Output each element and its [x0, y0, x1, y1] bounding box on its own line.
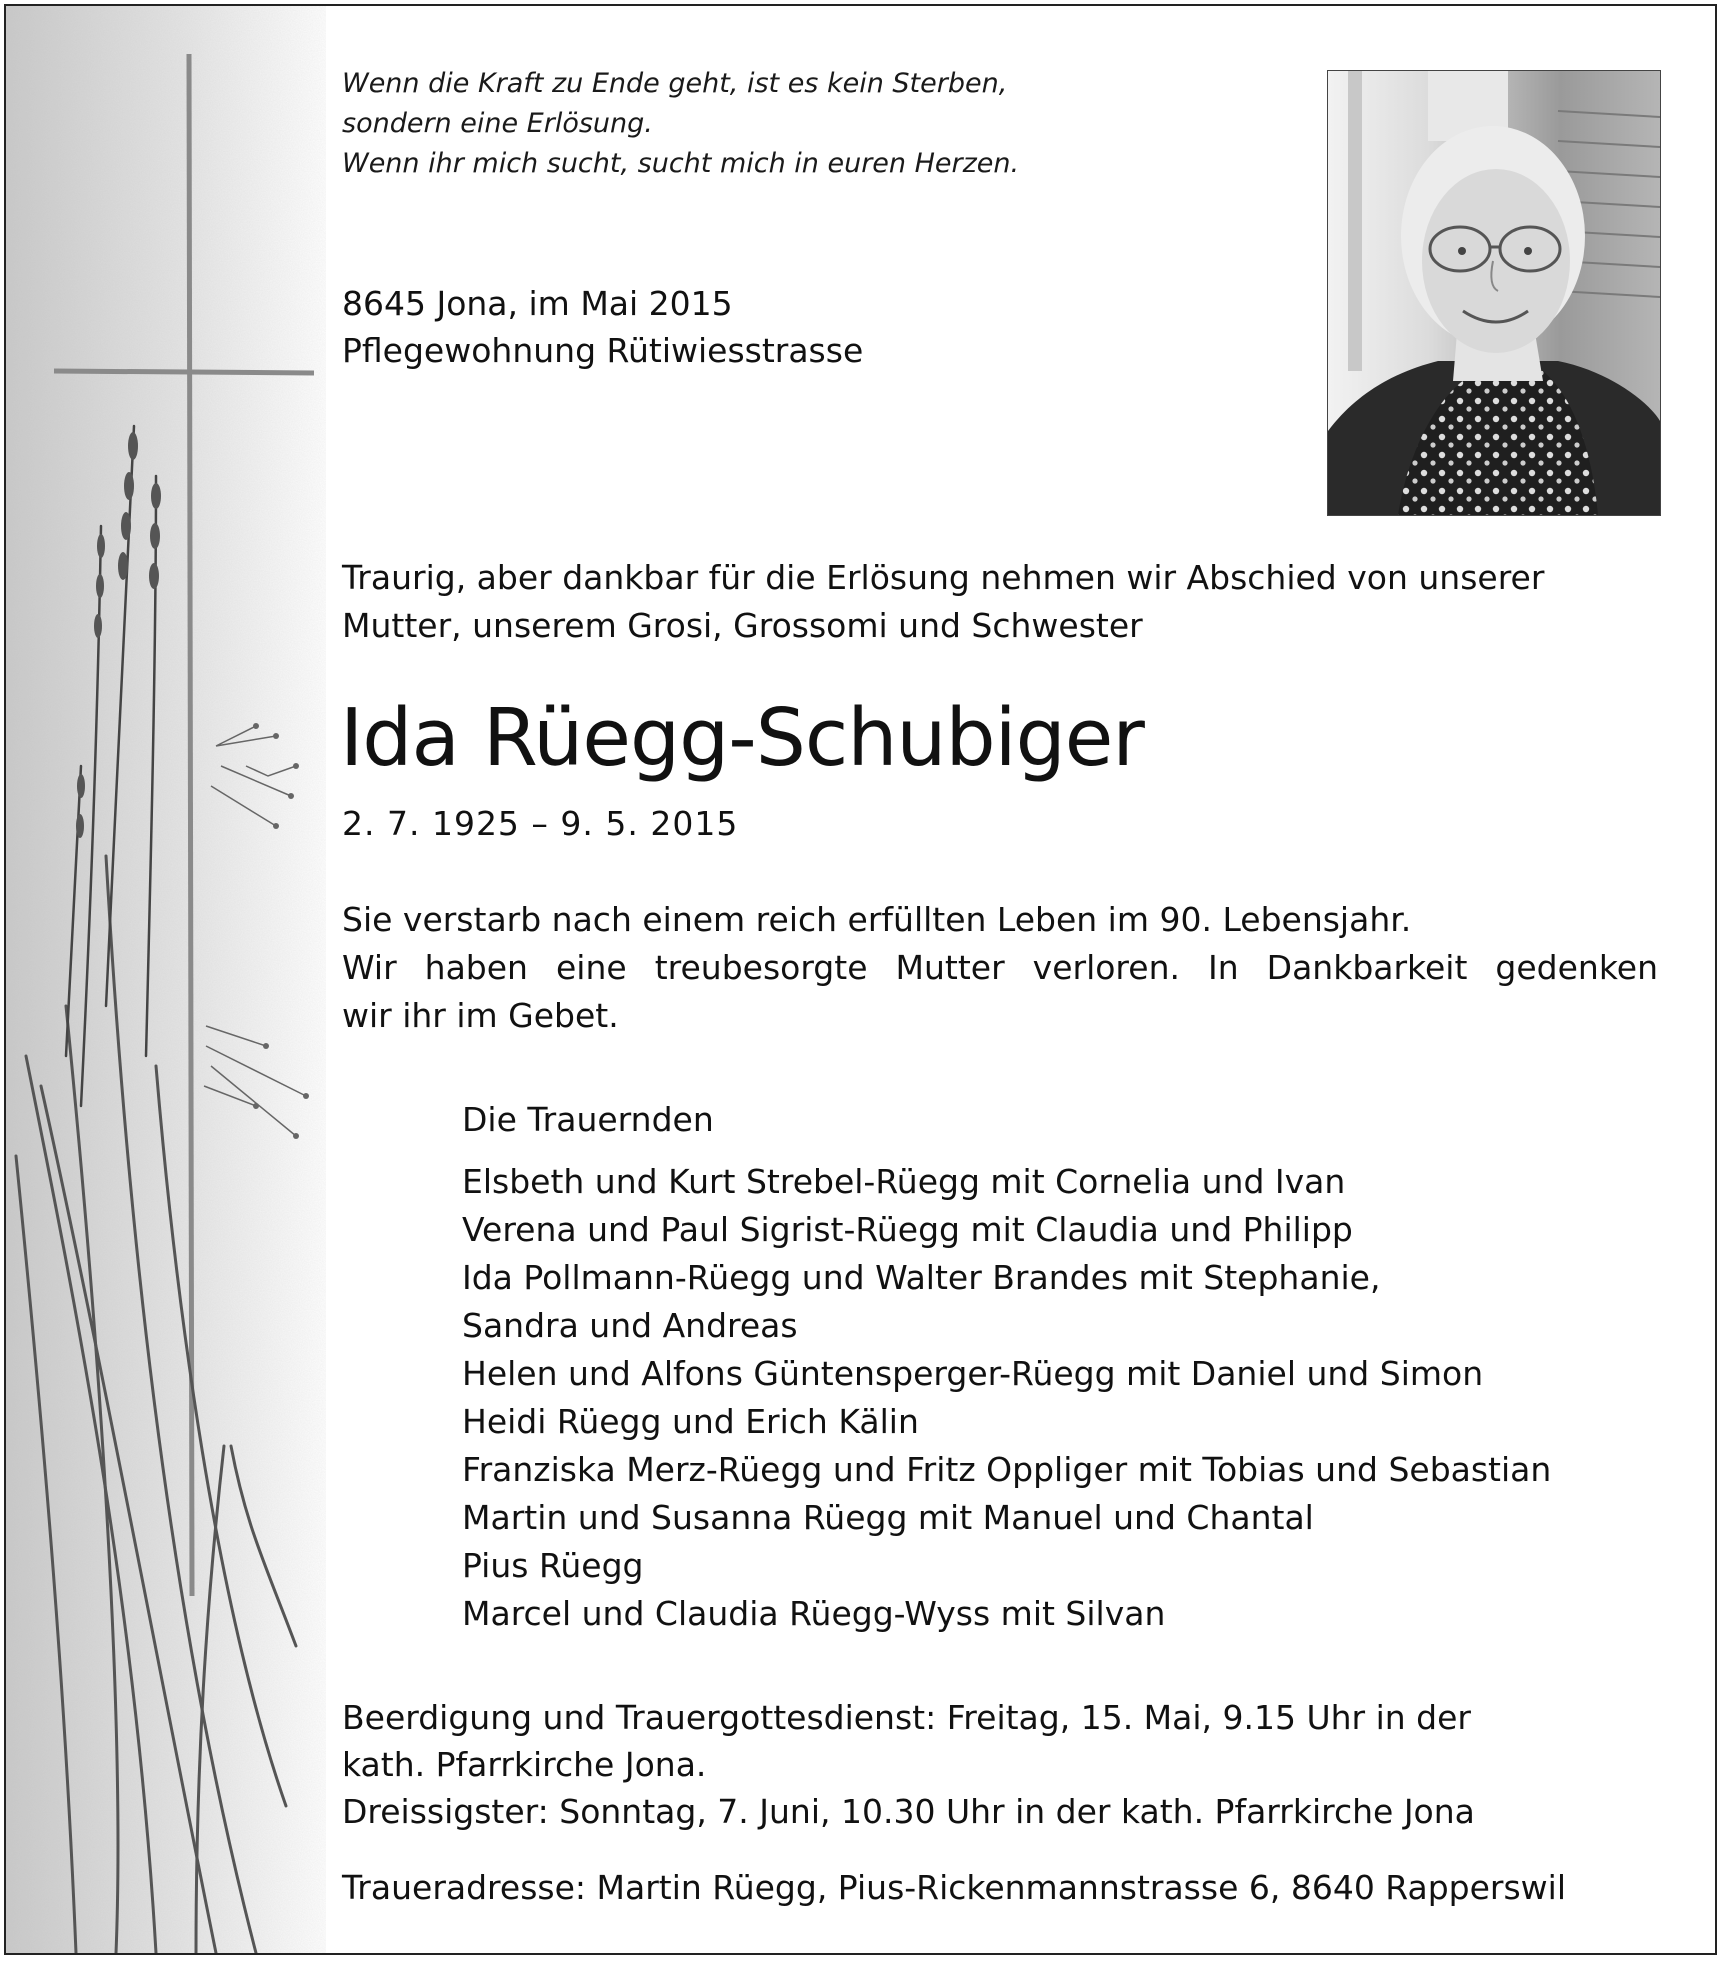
funeral-line: kath. Pfarrkirche Jona. [342, 1745, 707, 1784]
list-item: Pius Rüegg [462, 1546, 644, 1585]
quote-line: Wenn die Kraft zu Ende geht, ist es kein Sterben, [342, 68, 1008, 99]
list-item: Sandra und Andreas [462, 1306, 798, 1345]
list-item: Marcel und Claudia Rüegg-Wyss mit Silvan [462, 1594, 1166, 1633]
list-item: Ida Pollmann-Rüegg und Walter Brandes mit Stephanie, [462, 1258, 1381, 1297]
farewell-intro [342, 554, 1544, 650]
quote-line: Wenn ihr mich sucht, sucht mich in euren Herzen. [342, 148, 1020, 179]
statement-line: Sie verstarb nach einem reich erfüllten Leben im 90. Lebensjahr. [342, 900, 1412, 939]
memorial-quote [342, 64, 1019, 184]
place-line: 8645 Jona, im Mai 2015 [342, 284, 733, 323]
funeral-details [342, 1694, 1475, 1835]
list-item: Verena und Paul Sigrist-Rüegg mit Claudia und Philipp [462, 1210, 1353, 1249]
life-dates: 2. 7. 1925 – 9. 5. 2015 [342, 804, 739, 843]
mourners-list [462, 1158, 1551, 1638]
funeral-line: Dreissigster: Sonntag, 7. Juni, 10.30 Uhr in der kath. Pfarrkirche Jona [342, 1792, 1475, 1831]
place-line: Pflegewohnung Rütiwiesstrasse [342, 331, 864, 370]
list-item: Franziska Merz-Rüegg und Fritz Oppliger mit Tobias und Sebastian [462, 1450, 1552, 1489]
list-item: Martin und Susanna Rüegg mit Manuel und Chantal [462, 1498, 1314, 1537]
place-and-date [342, 280, 863, 374]
funeral-line: Beerdigung und Trauergottesdienst: Freitag, 15. Mai, 9.15 Uhr in der [342, 1698, 1471, 1737]
intro-line: Mutter, unserem Grosi, Grossomi und Schwester [342, 606, 1143, 645]
quote-line: sondern eine Erlösung. [342, 108, 653, 139]
statement-line: wir ihr im Gebet. [342, 996, 619, 1035]
list-item: Heidi Rüegg und Erich Kälin [462, 1402, 919, 1441]
obituary-statement [342, 896, 1658, 1040]
portrait-photo-icon [1327, 70, 1661, 516]
deceased-name: Ida Rüegg-Schubiger [340, 692, 1144, 784]
statement-line: Wir haben eine treubesorgte Mutter verloren. In Dankbarkeit gedenken [342, 948, 1658, 987]
intro-line: Traurig, aber dankbar für die Erlösung nehmen wir Abschied von unserer [342, 558, 1545, 597]
list-item: Helen und Alfons Güntensperger-Rüegg mit Daniel und Simon [462, 1354, 1484, 1393]
obituary-notice [4, 4, 1717, 1955]
list-item: Elsbeth und Kurt Strebel-Rüegg mit Cornelia und Ivan [462, 1162, 1346, 1201]
mourning-address: Traueradresse: Martin Rüegg, Pius-Rickenmannstrasse 6, 8640 Rapperswil [342, 1868, 1567, 1907]
mourners-heading: Die Trauernden [462, 1100, 714, 1139]
cross-and-grass-icon [6, 6, 326, 1953]
